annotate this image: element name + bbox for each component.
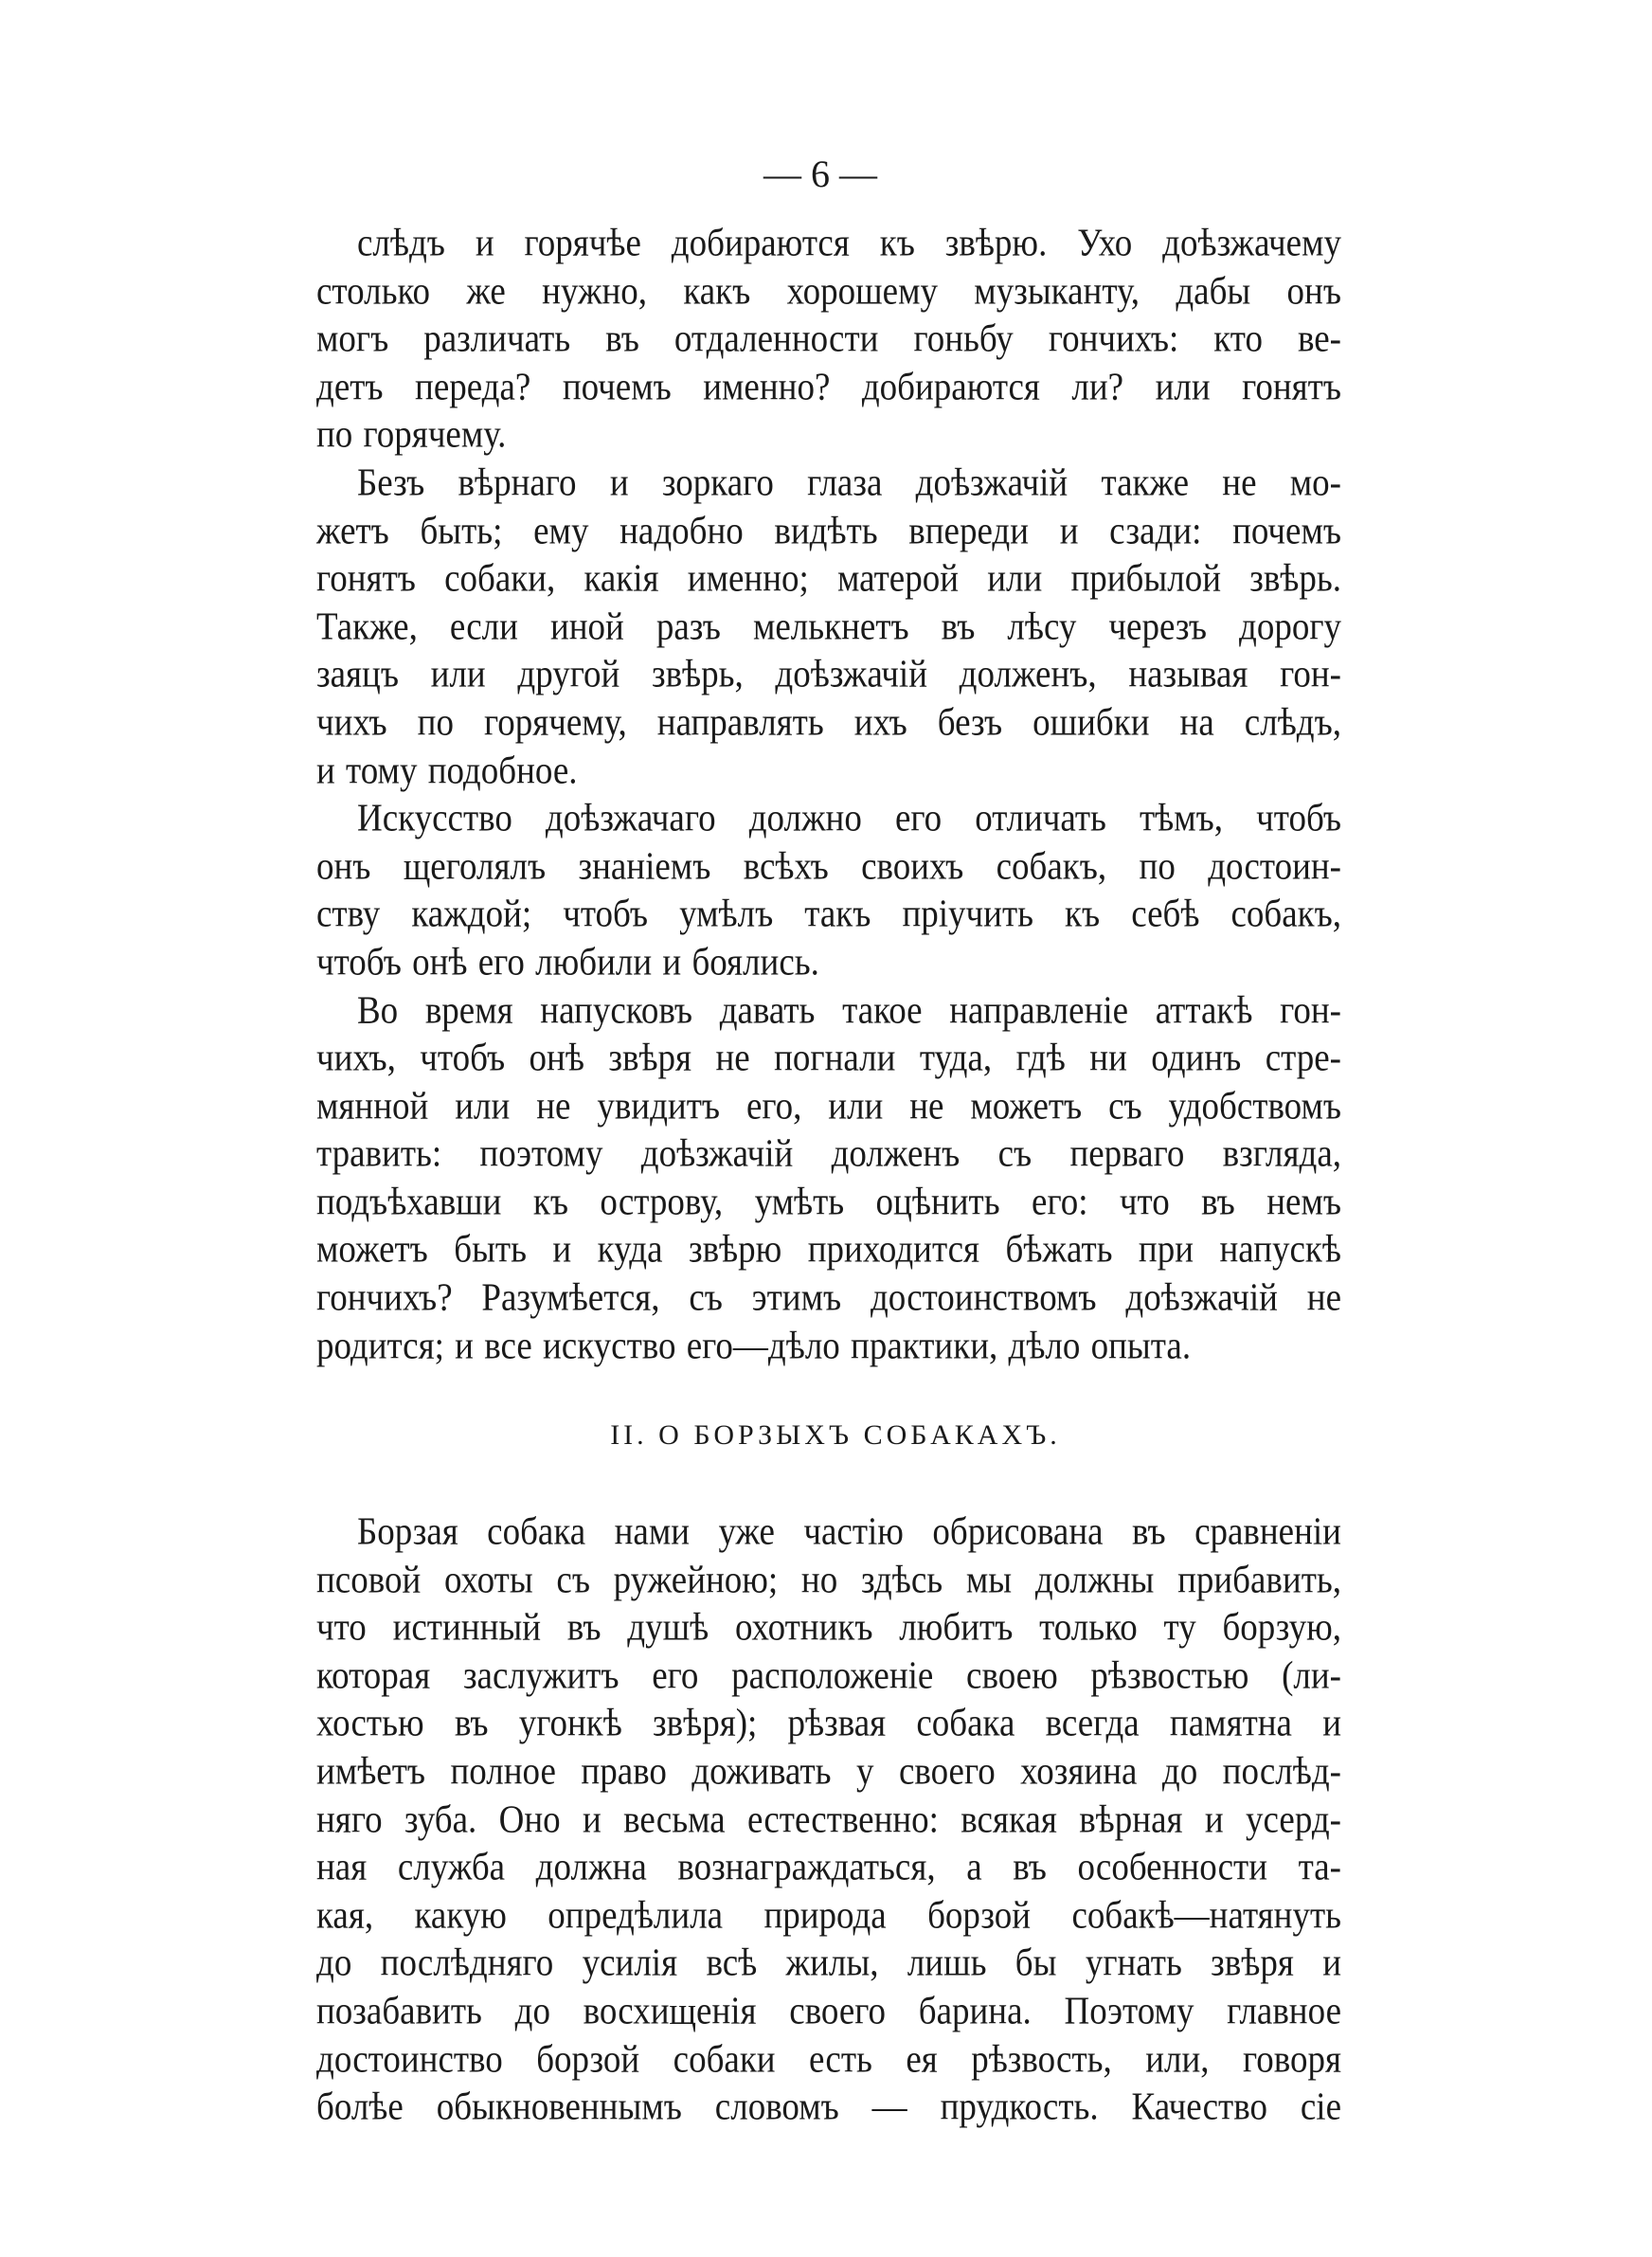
text-line: можетъ быть и куда звѣрю приходится бѣжать при напускѣ [316,1227,1341,1272]
section-heading-text: II. О БОРЗЫХЪ СОБАКАХЪ. [610,1419,1061,1451]
text-line: столько же нужно, какъ хорошему музыканту, дабы онъ [316,269,1341,313]
text-line: по горячему. [316,412,507,457]
page-number-text: — 6 — [763,153,877,195]
section-heading [0,1419,1652,1452]
text-line: кая, какую опредѣлила природа борзой собакѣ—натянуть [316,1893,1341,1938]
text-line: слѣдъ и горячѣе добираются къ звѣрю. Ухо доѣзжачему [357,221,1341,265]
text-line: которая заслужитъ его расположеніе своею рѣзвостью (ли- [316,1653,1341,1698]
text-line: чихъ, чтобъ онѣ звѣря не погнали туда, гдѣ ни одинъ стре- [316,1036,1341,1080]
text-line: чихъ по горячему, направлять ихъ безъ ошибки на слѣдъ, [316,700,1341,745]
text-line: гонятъ собаки, какія именно; матерой или прибылой звѣрь. [316,556,1341,601]
body-text-after-heading [316,1508,1341,2132]
text-line: Безъ вѣрнаго и зоркаго глаза доѣзжачій также не мо- [357,460,1341,505]
paragraph [316,987,1341,1371]
page-number [0,152,1652,196]
text-line: болѣе обыкновеннымъ словомъ — прудкость. Качество сіе [316,2085,1341,2129]
text-line: детъ переда? почемъ именно? добираются ли? или гонятъ [316,365,1341,409]
paragraph [316,460,1341,795]
text-line: гончихъ? Разумѣется, съ этимъ достоинствомъ доѣзжачій не [316,1275,1341,1320]
text-line: достоинство борзой собаки есть ея рѣзвость, или, говоря [316,2036,1341,2081]
text-line: жетъ быть; ему надобно видѣть впереди и сзади: почемъ [316,509,1341,552]
text-line: Также, если иной разъ мелькнетъ въ лѣсу черезъ дорогу [316,605,1341,649]
text-line: родится; и все искуство его—дѣло практики, дѣло опыта. [316,1324,1192,1368]
text-line: могъ различать въ отдаленности гоньбу гончихъ: кто ве- [316,316,1341,361]
text-line: Во время напусковъ давать такое направленіе аттакѣ гон- [357,987,1341,1032]
paragraph [316,795,1341,986]
text-line: хостью въ угонкѣ звѣря); рѣзвая собака всегда памятна и [316,1701,1341,1745]
text-line: ная служба должна вознаграждаться, а въ особенности та- [316,1845,1341,1889]
text-line: Искусство доѣзжачаго должно его отличать тѣмъ, чтобъ [357,796,1341,840]
text-line: мянной или не увидитъ его, или не можетъ съ удобствомъ [316,1084,1341,1128]
text-line: и тому подобное. [316,748,578,792]
paragraph [316,220,1341,460]
text-line: Борзая собака нами уже частію обрисована въ сравненіи [357,1509,1341,1554]
text-line: что истинный въ душѣ охотникъ любитъ только ту борзую, [316,1605,1341,1650]
paragraph [316,1508,1341,2132]
text-line: псовой охоты съ ружейною; но здѣсь мы должны прибавить, [316,1558,1341,1601]
text-line: имѣетъ полное право доживать у своего хозяина до послѣд- [316,1749,1341,1794]
text-line: заяцъ или другой звѣрь, доѣзжачій долженъ, называя гон- [316,652,1341,696]
text-line: няго зуба. Оно и весьма естественно: всякая вѣрная и усерд- [316,1797,1341,1841]
text-line: онъ щеголялъ знаніемъ всѣхъ своихъ собакъ, по достоин- [316,844,1341,889]
text-line: позабавить до восхищенія своего барина. Поэтому главное [316,1989,1341,2033]
text-line: до послѣдняго усилія всѣ жилы, лишь бы угнать звѣря и [316,1941,1341,1985]
text-line: ству каждой; чтобъ умѣлъ такъ пріучить къ себѣ собакъ, [316,892,1341,936]
text-line: чтобъ онѣ его любили и боялись. [316,940,819,984]
body-text-before-heading [316,220,1341,1370]
text-line: подъѣхавши къ острову, умѣть оцѣнить его: что въ немъ [316,1180,1341,1224]
text-line: травить: поэтому доѣзжачій долженъ съ перваго взгляда, [316,1131,1341,1176]
